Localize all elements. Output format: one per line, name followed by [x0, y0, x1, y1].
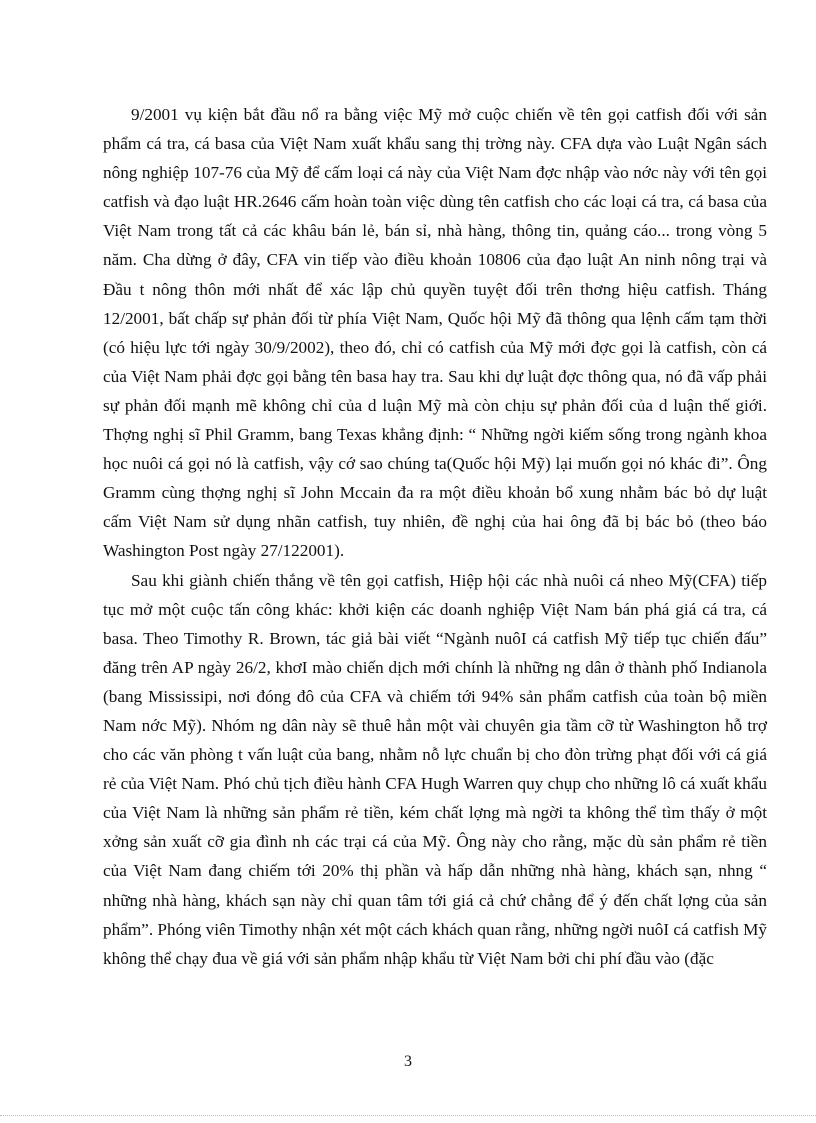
paragraph-1: 9/2001 vụ kiện bắt đầu nổ ra bằng việc Mỹ mở cuộc chiến về tên gọi catfish đối với sản phẩm cá tra, cá basa của Việt Nam xuất khẩu sang thị trờng này. CFA dựa vào Luật Ngân sách nông nghiệp 107-76 của Mỹ để cấm loại cá này của Việt Nam đợc nhập vào nớc này với tên gọi catfish và đạo luật HR.2646 cấm hoàn toàn việc dùng tên catfish cho các loại cá tra, cá basa của Việt Nam trong tất cả các khâu bán lẻ, bán sỉ, nhà hàng, thông tin, quảng cáo... trong vòng 5 năm. Cha dừng ở đây, CFA vin tiếp vào điều khoản 10806 của đạo luật An ninh nông trại và Đầu t nông thôn mới nhất để xác lập chủ quyền tuyệt đối trên thơng hiệu catfish. Tháng 12/2001, bất chấp sự phản đối từ phía Việt Nam, Quốc hội Mỹ đã thông qua lệnh cấm tạm thời (có hiệu lực tới ngày 30/9/2002), theo đó, chỉ có catfish của Mỹ mới đợc gọi là catfish, còn cá của Việt Nam phải đợc gọi bằng tên basa hay tra. Sau khi dự luật đợc thông qua, nó đã vấp phải sự phản đối mạnh mẽ không chỉ của d luận Mỹ mà còn chịu sự phản đối của d luận thế giới. Thợng nghị sĩ Phil Gramm, bang Texas khẳng định: “ Những ngời kiếm sống trong ngành khoa học nuôi cá gọi nó là catfish, vậy cớ sao chúng ta(Quốc hội Mỹ) lại muốn gọi nó khác đi”. Ông Gramm cùng thợng nghị sĩ John Mccain đa ra một điều khoản bổ xung nhằm bác bỏ dự luật cấm Việt Nam sử dụng nhãn catfish, tuy nhiên, đề nghị của hai ông đã bị bác bỏ (theo báo Washington Post ngày 27/122001).	[103, 105, 767, 561]
page-number: 3	[404, 1053, 412, 1070]
page-bottom-border	[0, 1115, 816, 1116]
body-text	[103, 100, 767, 973]
paragraph-2: Sau khi giành chiến thắng về tên gọi catfish, Hiệp hội các nhà nuôi cá nheo Mỹ(CFA) tiếp tục mở một cuộc tấn công khác: khởi kiện các doanh nghiệp Việt Nam bán phá giá cá tra, cá basa. Theo Timothy R. Brown, tác giả bài viết “Ngành nuôI cá catfish Mỹ tiếp tục chiến đấu” đăng trên AP ngày 26/2, khơI mào chiến dịch mới chính là những ng dân ở thành phố Indianola (bang Mississipi, nơi đóng đô của CFA và chiếm tới 94% sản phẩm catfish của toàn bộ miền Nam nớc Mỹ). Nhóm ng dân này sẽ thuê hẳn một vài chuyên gia tầm cỡ từ Washington hỗ trợ cho các văn phòng t vấn luật của bang, nhằm nỗ lực chuẩn bị cho đòn trừng phạt đối với cá giá rẻ của Việt Nam. Phó chủ tịch điều hành CFA Hugh Warren quy chụp cho những lô cá xuất khẩu của Việt Nam là những sản phẩm rẻ tiền, kém chất lợng mà ngời ta không thể tìm thấy ở một xởng sản xuất cỡ gia đình nh các trại cá của Mỹ. Ông này cho rằng, mặc dù sản phẩm rẻ tiền của Việt Nam đang chiếm tới 20% thị phần và hấp dẫn những nhà hàng, khách sạn, nhng “ những nhà hàng, khách sạn này chỉ quan tâm tới giá cả chứ chẳng để ý đến chất lợng của sản phẩm”. Phóng viên Timothy nhận xét một cách khách quan rằng, những ngời nuôI cá catfish Mỹ không thể chạy đua về giá với sản phẩm nhập khẩu từ Việt Nam bởi chi phí đầu vào (đặc	[103, 570, 767, 968]
